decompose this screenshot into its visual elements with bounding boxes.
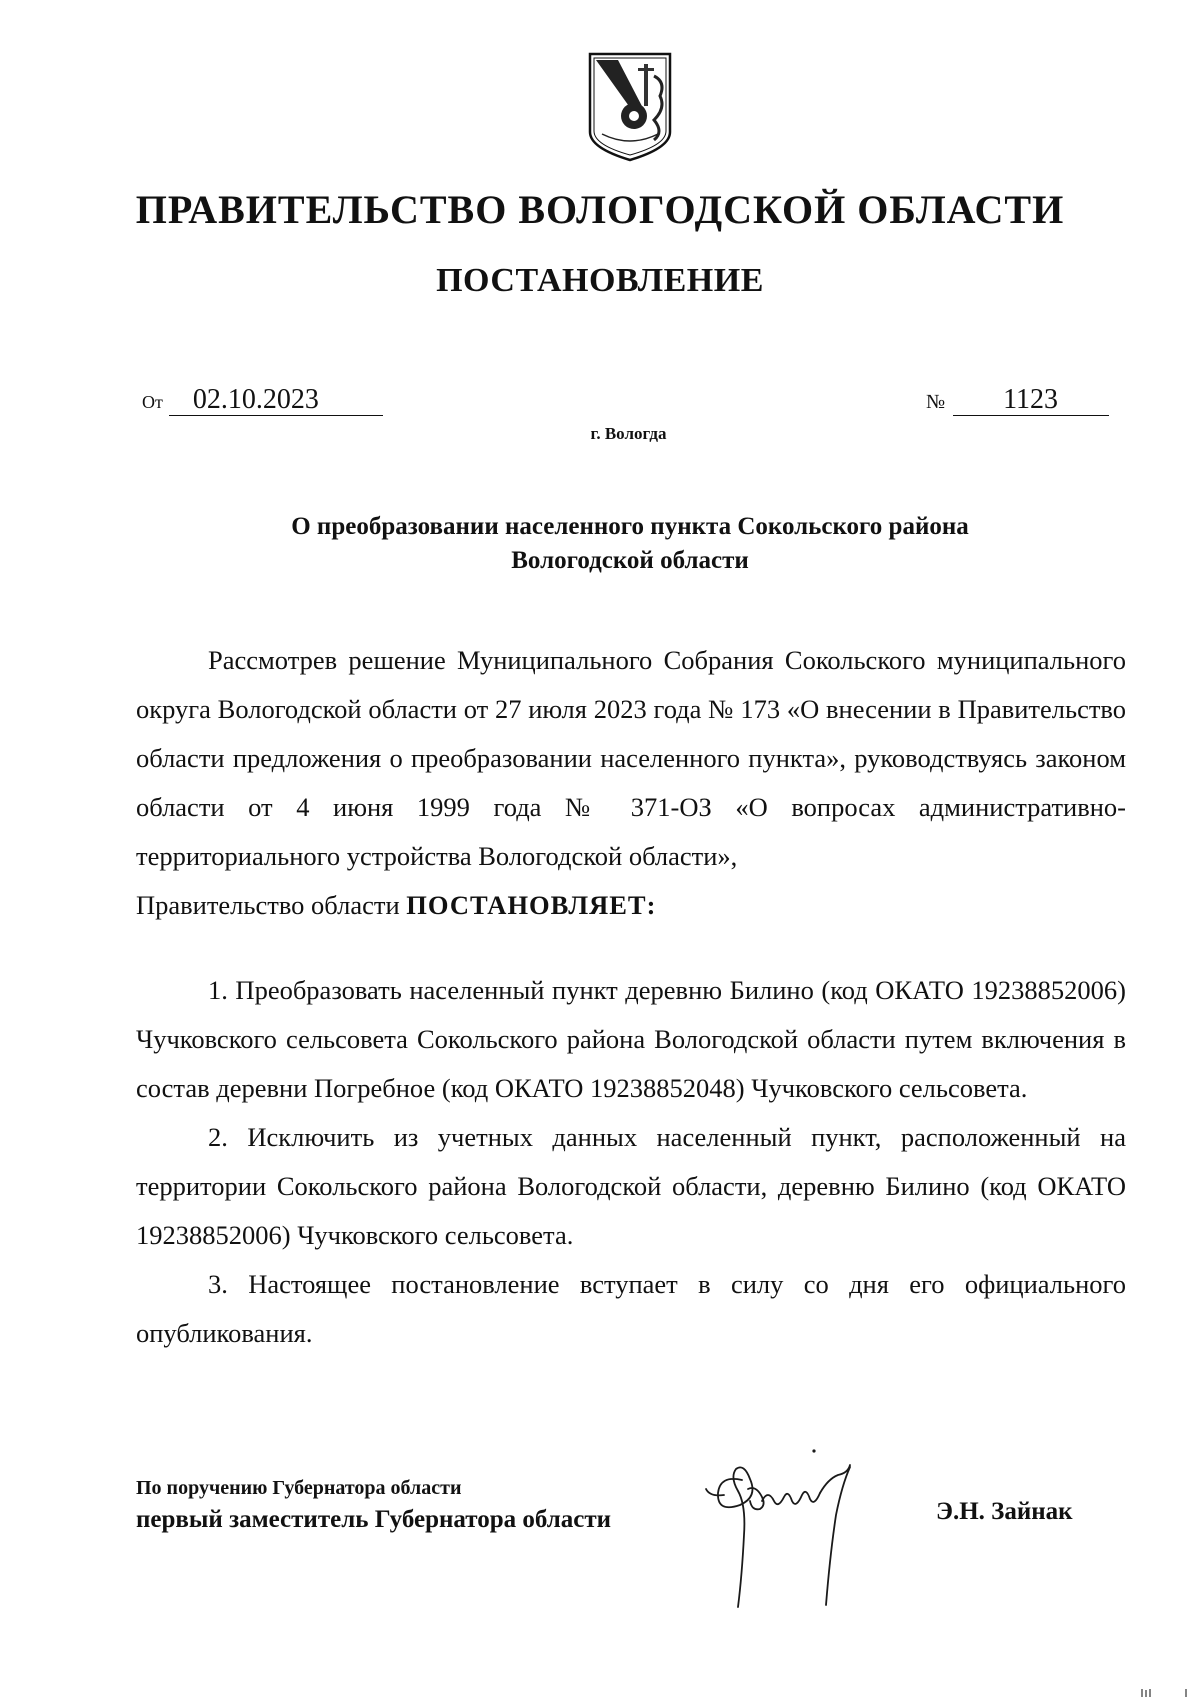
date-prefix: От [142, 392, 163, 412]
number-value: 1123 [953, 385, 1109, 416]
subject-line-2: Вологодской области [511, 547, 749, 574]
document-type: ПОСТАНОВЛЕНИЕ [436, 262, 764, 299]
decree-line [136, 881, 1126, 930]
government-lead: Правительство области [136, 890, 400, 920]
signatory-line-1: По поручению Губернатора области [136, 1477, 462, 1499]
date-field [142, 384, 383, 416]
coat-of-arms-emblem [584, 48, 676, 164]
decree-item-3: 3. Настоящее постановление вступает в силу со дня его официального опубликования. [136, 1269, 1126, 1348]
preamble [136, 636, 1126, 930]
decree-items [136, 966, 1126, 1358]
signatory-title [136, 1474, 611, 1538]
number-prefix: № [926, 391, 946, 413]
signatory-line-2: первый заместитель Губернатора области [136, 1506, 612, 1533]
decree-item-2: 2. Исключить из учетных данных населенный пункт, расположенный на территории Сокольского района Вологодской области, деревню Билино (код ОКАТО 19238852006) Чучковского сельсовета. [136, 1122, 1126, 1250]
number-field [926, 384, 1109, 416]
decree-word: ПОСТАНОВЛЯЕТ: [406, 890, 657, 920]
date-value: 02.10.2023 [169, 385, 383, 416]
signer-name: Э.Н. Зайнак [936, 1498, 1073, 1525]
document-subject [200, 510, 1060, 578]
handwritten-signature [700, 1445, 910, 1620]
government-title: ПРАВИТЕЛЬСТВО ВОЛОГОДСКОЙ ОБЛАСТИ [135, 187, 1065, 232]
preamble-text: Рассмотрев решение Муниципального Собрания Сокольского муниципального округа Вологодской области от 27 июля 2023 года № 173 «О внесении в Правительство области предложения о преобразовании населенного пункта», руководствуясь законом области от 4 июня 1999 года № 371-ОЗ «О вопросах административно-территориального устройства Вологодской области», [136, 645, 1126, 871]
city: г. Вологда [590, 424, 667, 443]
decree-item-1: 1. Преобразовать населенный пункт деревню Билино (код ОКАТО 19238852006) Чучковского сельсовета Сокольского района Вологодской области путем включения в состав деревни Погребное (код ОКАТО 19238852048) Чучковского сельсовета. [136, 975, 1126, 1103]
subject-line-1: О преобразовании населенного пункта Сокольского района [291, 513, 969, 540]
scan-marks [1140, 1688, 1190, 1697]
